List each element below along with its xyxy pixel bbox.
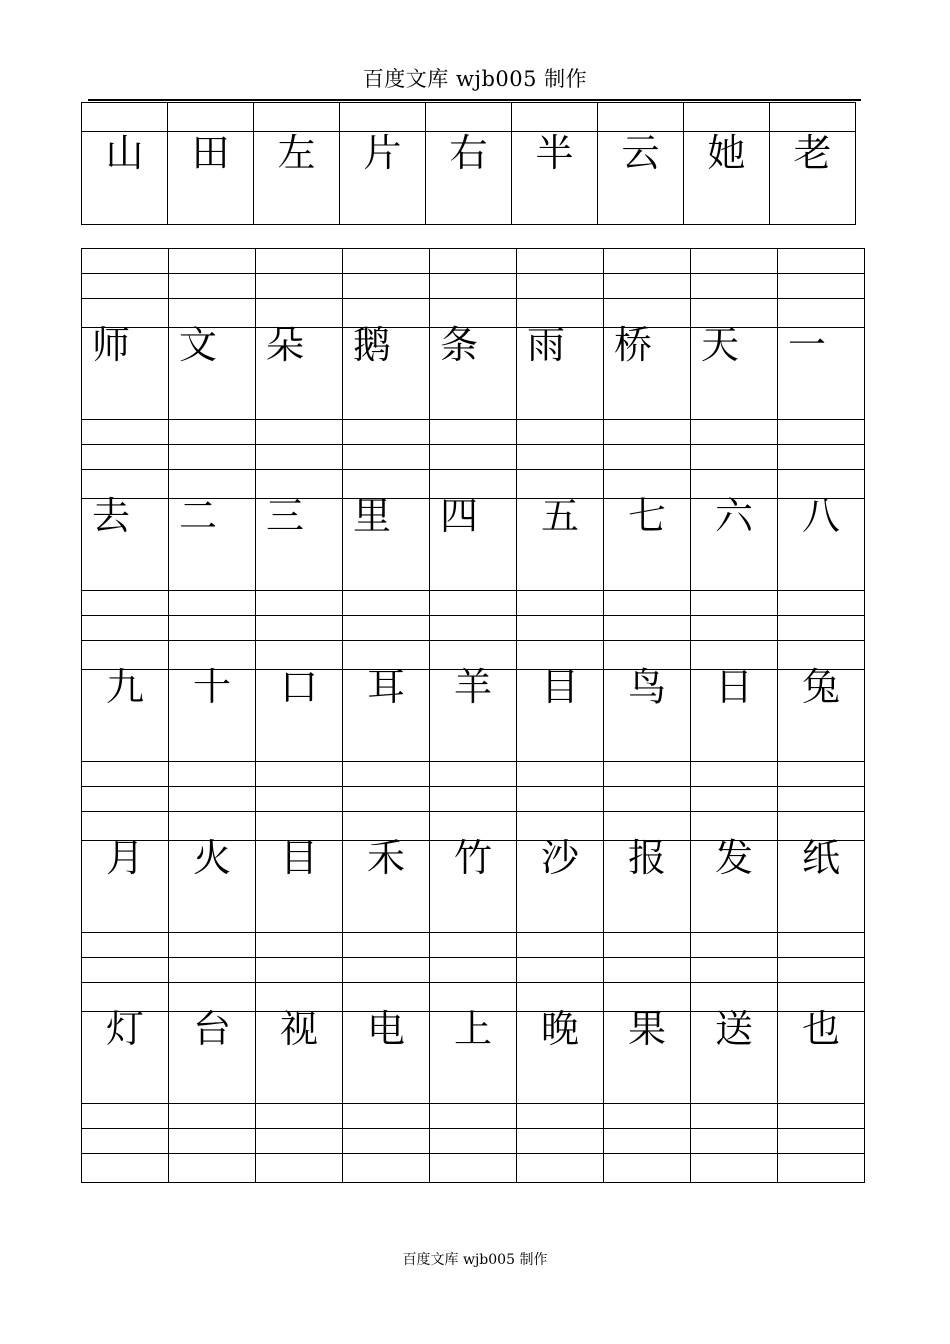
guide-row xyxy=(82,762,865,787)
character-cell: 一 xyxy=(788,323,827,367)
page-footer: 百度文库 wjb005 制作 xyxy=(402,1252,548,1268)
character-cell: 她 xyxy=(707,131,746,175)
character-cell: 里 xyxy=(353,494,392,538)
character-cell: 送 xyxy=(714,1007,753,1051)
character-row xyxy=(82,1012,865,1104)
character-cell: 右 xyxy=(449,131,488,175)
character-cell: 七 xyxy=(627,494,666,538)
guide-row xyxy=(82,1154,865,1183)
character-cell: 纸 xyxy=(801,836,840,880)
character-cell: 鸟 xyxy=(627,665,666,709)
character-cell: 山 xyxy=(105,131,144,175)
character-cell: 报 xyxy=(627,836,666,880)
guide-row xyxy=(82,958,865,983)
character-cell: 雨 xyxy=(527,323,566,367)
guide-row xyxy=(82,933,865,958)
character-cell: 竹 xyxy=(453,836,492,880)
character-cell: 上 xyxy=(453,1007,492,1051)
character-cell: 四 xyxy=(440,494,479,538)
character-cell: 耳 xyxy=(366,665,405,709)
guide-row xyxy=(82,445,865,470)
character-cell: 二 xyxy=(179,494,218,538)
character-cell: 片 xyxy=(363,131,402,175)
page-header: 百度文库 wjb005 制作 xyxy=(362,67,588,91)
character-cell: 发 xyxy=(714,836,753,880)
character-row xyxy=(82,670,865,762)
guide-row xyxy=(82,420,865,445)
character-cell: 三 xyxy=(266,494,305,538)
character-cell: 老 xyxy=(793,131,832,175)
character-cell: 师 xyxy=(92,323,131,367)
character-cell: 羊 xyxy=(453,665,492,709)
character-cell: 桥 xyxy=(614,323,653,367)
character-cell: 口 xyxy=(279,665,318,709)
character-cell: 云 xyxy=(621,131,660,175)
character-row xyxy=(82,499,865,591)
character-row xyxy=(82,841,865,933)
character-cell: 灯 xyxy=(105,1007,144,1051)
guide-row xyxy=(82,249,865,274)
character-cell: 果 xyxy=(627,1007,666,1051)
character-cell: 禾 xyxy=(366,836,405,880)
guide-row xyxy=(82,616,865,641)
character-cell: 目 xyxy=(279,836,318,880)
character-cell: 也 xyxy=(801,1007,840,1051)
character-cell: 田 xyxy=(191,131,230,175)
character-row xyxy=(82,328,865,420)
character-cell: 左 xyxy=(277,131,316,175)
character-cell: 九 xyxy=(105,665,144,709)
character-cell: 电 xyxy=(366,1007,405,1051)
character-cell: 十 xyxy=(192,665,231,709)
character-row xyxy=(82,132,856,225)
character-cell: 台 xyxy=(192,1007,231,1051)
character-cell: 条 xyxy=(440,323,479,367)
top-character-table xyxy=(81,102,856,225)
character-cell: 兔 xyxy=(801,665,840,709)
character-cell: 目 xyxy=(540,665,579,709)
guide-row xyxy=(82,1129,865,1154)
guide-row xyxy=(82,274,865,299)
guide-row xyxy=(82,103,856,132)
character-cell: 五 xyxy=(540,494,579,538)
character-cell: 火 xyxy=(192,836,231,880)
character-cell: 沙 xyxy=(540,836,579,880)
character-cell: 视 xyxy=(279,1007,318,1051)
guide-row xyxy=(82,787,865,812)
character-cell: 日 xyxy=(714,665,753,709)
character-cell: 月 xyxy=(105,836,144,880)
character-cell: 文 xyxy=(179,323,218,367)
character-cell: 朵 xyxy=(266,323,305,367)
character-cell: 六 xyxy=(714,494,753,538)
character-cell: 天 xyxy=(701,323,740,367)
character-cell: 去 xyxy=(92,494,131,538)
header-rule xyxy=(88,99,861,101)
character-cell: 半 xyxy=(535,131,574,175)
character-cell: 八 xyxy=(801,494,840,538)
character-cell: 鹅 xyxy=(353,323,392,367)
character-cell: 晚 xyxy=(540,1007,579,1051)
character-practice-grid xyxy=(81,248,865,1183)
guide-row xyxy=(82,591,865,616)
guide-row xyxy=(82,1104,865,1129)
